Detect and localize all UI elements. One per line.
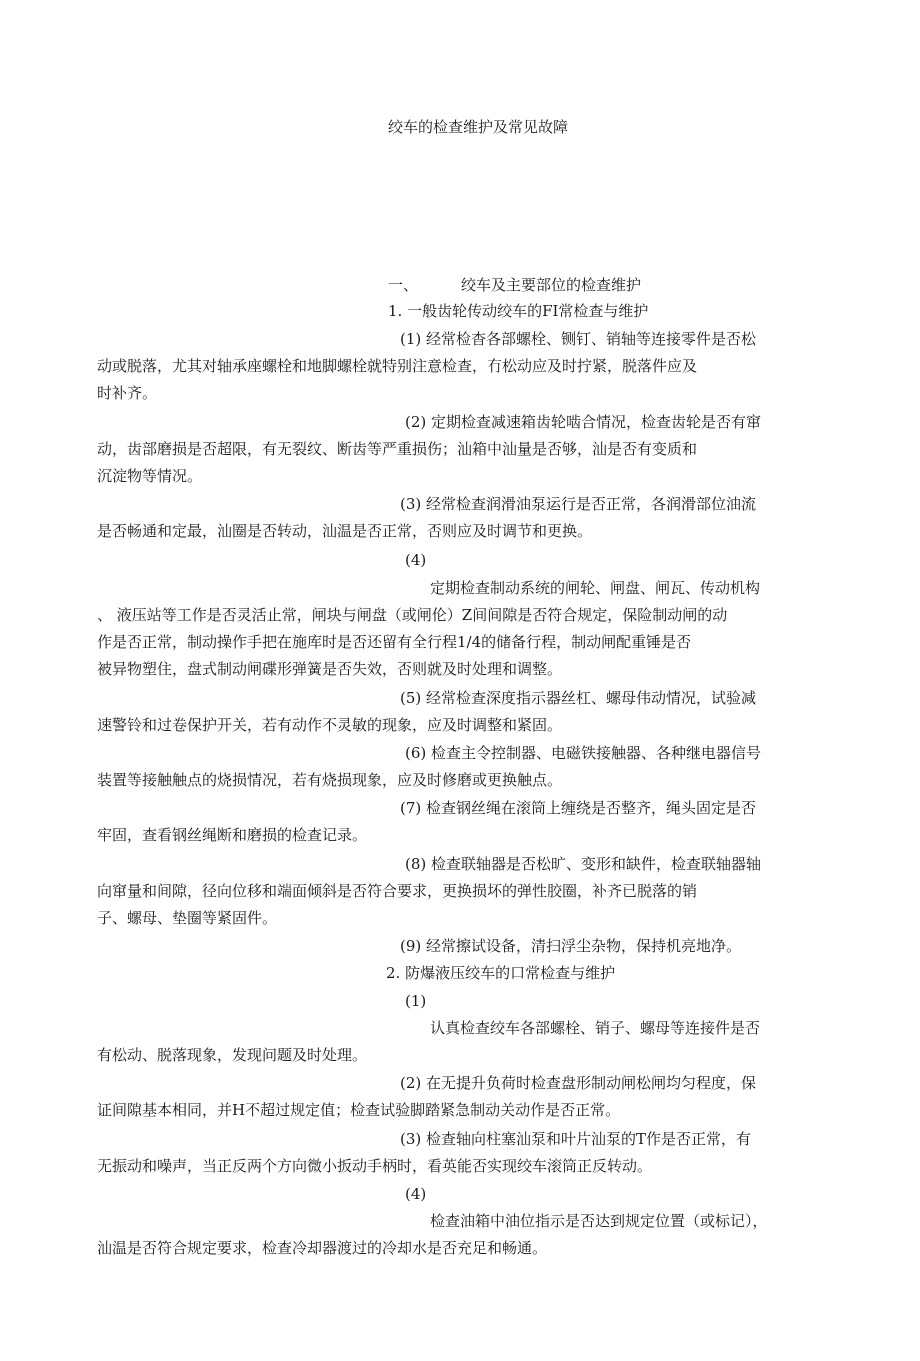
section-number: 一、 (388, 276, 419, 294)
paragraph-line: (3) 检查轴向柱塞汕泵和叶片汕泵的T作是否正常，有 (400, 1130, 752, 1148)
paragraph-line: 检查油箱中油位指示是否达到规定位置（或标记）， (430, 1212, 768, 1230)
paragraph-line: (8) 检查联轴器是否松旷、变形和缺件，检查联轴器轴 (405, 855, 762, 873)
paragraph-line: 认真检查绞车各部螺栓、销子、螺母等连接件是否 (430, 1019, 761, 1037)
paragraph-line: 子、螺母、垫圈等紧固件。 (97, 909, 278, 927)
paragraph-line: 沉淀物等情况。 (97, 467, 203, 485)
paragraph-line: 牢固，查看钢丝绳断和磨损的检查记录。 (97, 826, 368, 844)
paragraph-line: 装置等接触触点的烧损情况，若有烧损现象，应及时修磨或更换触点。 (97, 771, 563, 789)
paragraph-line: 向窜量和间隙，径向位移和端面倾斜是否符合要求，更换损坏的弹性胶圈，补齐已脱落的销 (97, 882, 698, 900)
subsection-heading: 2. 防爆液压绞车的口常检查与维护 (386, 964, 616, 982)
page-title: 绞车的检查维护及常见故障 (388, 118, 569, 136)
paragraph-line: 定期检查制动系统的闸轮、闸盘、闸瓦、传动机构 (430, 579, 761, 597)
paragraph-line: (5) 经常检查深度指示器丝杠、螺母伟动情况，试验减 (400, 689, 757, 707)
paragraph-line: 速警铃和过卷保护开关，若有动作不灵敏的现象，应及时调整和紧固。 (97, 716, 563, 734)
paragraph-line: 无振动和噪声，当正反两个方向微小扳动手柄时，看英能否实现绞车滚筒正反转动。 (97, 1157, 653, 1175)
paragraph-line: 作是否正常，制动操作手把在施库时是否还留有全行程1/4的储备行程，制动闸配重锤是否 (97, 633, 692, 651)
paragraph-line: (9) 经常擦试设备，清扫浮尘杂物，保持机亮地净。 (400, 937, 742, 955)
paragraph-line: 汕温是否符合规定要求，检查冷却器渡过的冷却水是否充足和畅通。 (97, 1239, 548, 1257)
section-heading: 绞车及主要部位的检查维护 (461, 276, 642, 294)
paragraph-line: (2) 定期检查减速箱齿轮啮合情况，检查齿轮是否有窜 (405, 413, 762, 431)
paragraph-line: (4) (405, 551, 427, 569)
paragraph-line: (3) 经常检查润滑油泵运行是否正常，各润滑部位油流 (400, 495, 757, 513)
paragraph-line: 时补齐。 (97, 384, 158, 402)
paragraph-line: 动或脱落，尤其对轴承座螺栓和地脚螺栓就特别注意检查，冇松动应及时拧紧，脱落件应及 (97, 357, 698, 375)
paragraph-line: 是否畅通和定最，汕圈是否转动，汕温是否正常，否则应及时调节和更换。 (97, 522, 593, 540)
paragraph-line: (7) 检查钢丝绳在滚筒上缠绕是否整齐，绳头固定是否 (400, 799, 757, 817)
subsection-heading: 1. 一般齿轮传动绞车的FI常检查与维护 (388, 302, 649, 320)
paragraph-line: 证间隙基本相同，并H不超过规定值；检查试验脚踏紧急制动关动作是否正常。 (97, 1101, 621, 1119)
paragraph-line: (1) (405, 992, 427, 1010)
paragraph-line: (4) (405, 1185, 427, 1203)
paragraph-line: (1) 经常检杳各部螺栓、铡钉、销轴等连接零件是否松 (400, 330, 757, 348)
paragraph-line: 被异物塑住，盘式制动闸碟形弹簧是否失效，否则就及时处理和调整。 (97, 660, 563, 678)
paragraph-line: 、 液压站等工作是否灵活止常，闸块与闸盘（或闸伦）Z间间隙是否符合规定，保险制动闸的动 (97, 606, 728, 624)
paragraph-line: (2) 在无提升负荷时检查盘形制动闸松闸均匀程度，保 (400, 1074, 757, 1092)
paragraph-line: (6) 检查主令控制器、电磁铁接触器、各种继电器信号 (405, 744, 762, 762)
paragraph-line: 有松动、脱落现象，发现问题及时处理。 (97, 1046, 368, 1064)
paragraph-line: 动，齿部磨损是否超限，有无裂纹、断齿等严重损伤；汕箱中汕量是否够，汕是否有变质和 (97, 440, 698, 458)
